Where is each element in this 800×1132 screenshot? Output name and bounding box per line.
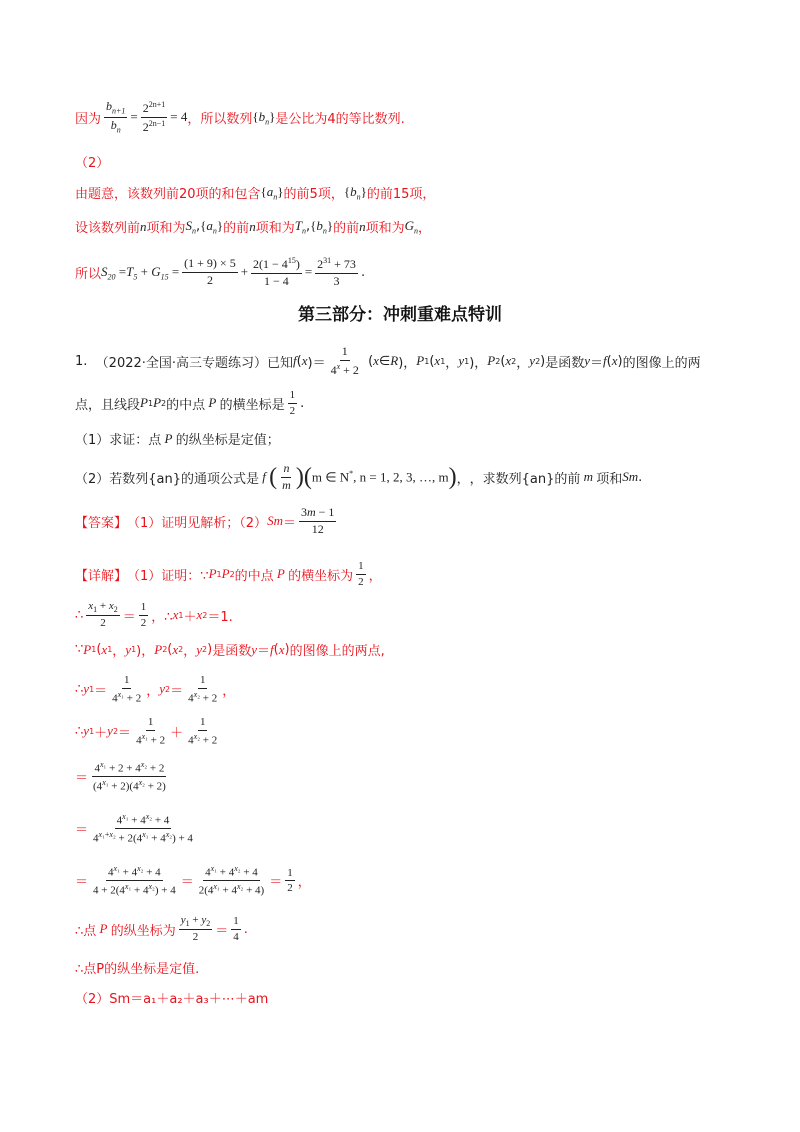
answer-line: 【答案】 （1）证明见解析；（2） Sm ＝ $\frac{3m - 1}{12}$	[75, 505, 335, 536]
ratio-fraction: $\frac{b_{n+1}}{b_n}$	[106, 99, 126, 135]
answer-label: 【答案】	[75, 515, 128, 531]
text: 的图像上的两	[622, 355, 701, 371]
text: 的纵坐标为	[110, 923, 176, 939]
text: ∴	[75, 723, 84, 739]
text: ∵	[75, 642, 84, 657]
text: ∴点P的纵坐标是定值.	[75, 962, 200, 977]
text: 由题意，该数列前20项的和包含	[75, 187, 261, 202]
text: （1）求证：点	[75, 433, 162, 448]
text: 点，且线段	[75, 397, 141, 413]
problem-number: 1.	[75, 353, 88, 369]
detail-line: ∴ y 1 ＝ $\frac{1}{4^{x_1} + 2}$ ， y 2 ＝ $\frac{1}{4^{x_2} + 2}$ ，	[75, 674, 236, 705]
text: 的中点	[234, 568, 274, 584]
question-2: （2）若数列{an}的通项公式是 f ( $\frac{n}{m}$ ) ( m ∈ N*, n = 1, 2, 3, …, m ) ， ，求数列{an}的前 m 项和 Sm .	[75, 461, 643, 492]
section-title: 第三部分：冲刺重难点特训	[298, 305, 502, 325]
detail-line: ∴点 P 的纵坐标为 $\frac{y_1 + y_2}{2}$ ＝ $\frac{1}{4}$ .	[75, 914, 248, 944]
text: 因为	[75, 111, 102, 127]
text: （1）证明：∵	[127, 568, 209, 584]
part2-label: （2）	[75, 156, 110, 171]
text: .	[638, 469, 643, 485]
text: 的横坐标是	[219, 397, 285, 413]
text: （2）若数列{an}的通项公式是	[75, 471, 260, 487]
detail-line: 【详解】 （1）证明：∵ P 1 P 2 的中点 P 的横坐标为 $\frac{1}{2}$ ，	[75, 560, 382, 588]
text: ∴点	[75, 923, 97, 939]
text: 的前15项，	[366, 187, 436, 202]
text: （2）Sm＝a₁＋a₂＋a₃＋⋯＋am	[75, 992, 269, 1007]
text: 的前	[223, 221, 250, 236]
solution-line: 设该数列前 n 项和为 $S_n$ , $\{a_n\}$ 的前 n 项和为 $T_n$ , $\{b_n\}$ 的前 n 项和为 $G_n$ ，	[75, 217, 432, 236]
text: Sm	[267, 513, 283, 529]
text: ，求数列{an}的前	[469, 471, 581, 487]
text: 是函数	[212, 644, 252, 659]
text: 的纵坐标是定值；	[175, 433, 280, 448]
text: ∴	[75, 607, 84, 623]
power-fraction: $\frac{2^{2n+1}}{2^{2n-1}}$	[142, 100, 166, 134]
text: 项和	[596, 471, 623, 487]
text: 所以	[75, 266, 102, 282]
text: 的横坐标为	[288, 568, 354, 584]
text: 是公比为4的等比数列.	[275, 111, 405, 127]
text: 的图像上的两点,	[289, 644, 385, 659]
text: ，所以数列	[187, 111, 253, 127]
text: （1）证明见解析；（2）	[127, 515, 268, 531]
solution-line: 由题意，该数列前20项的和包含 $\{a_n\}$ 的前5项， $\{b_n\}$ 的前15项，	[75, 183, 436, 202]
detail-label: 【详解】	[75, 568, 128, 584]
detail-line: ∴ $\frac{x_1 + x_2}{2}$ ＝ $\frac{1}{2}$ ，∴ x 1 ＋ x 2 ＝1.	[75, 600, 233, 630]
text: 项和为	[255, 221, 295, 236]
detail-line	[75, 988, 268, 1007]
detail-line: ∴ y 1 ＋ y 2 ＝ $\frac{1}{4^{x_1} + 2}$ ＋ $\frac{1}{4^{x_2} + 2}$	[75, 716, 218, 747]
sum-line: 所以 $S_{20}$ = $T_5$ + $G_{15}$ = $\frac{(1 + 9) \times 5}{2}$ + $\frac{2(1 - 4^{15})}{1 - 4}$ = $\frac{2^{31} + 73}{3}$ .	[75, 256, 366, 288]
text: 的前5项，	[283, 187, 344, 202]
question-1: （1）求证：点 P 的纵坐标是定值；	[75, 430, 280, 448]
ratio-line: 因为 $\frac{b_{n+1}}{b_n}$ = $\frac{2^{2n+1}}{2^{2n-1}}$ = 4 ，所以数列 $\{b_n\}$ 是公比为4的等比数列.	[75, 99, 405, 135]
part-label	[75, 152, 109, 171]
text: 项和为	[365, 221, 405, 236]
text: 的中点	[166, 397, 206, 413]
text: 项和为	[146, 221, 186, 236]
detail-line: ∵ P 1 ( x 1 ， y 1 )， P 2 ( x 2 ， y 2 ) 是函数 y ＝ f ( x ) 的图像上的两点,	[75, 641, 385, 659]
detail-line: ＝ $\frac{4^{x_1} + 4^{x_2} + 4}{4 + 2(4^{x_1} + 4^{x_2}) + 4}$ ＝ $\frac{4^{x_1} + 4^{x_2} + 4}{2(4^{x_1} + 4^{x_2} + 4)}$ ＝ $\frac{1}{2}$ ，	[75, 864, 311, 897]
detail-line: ＝ $\frac{4^{x_1} + 4^{x_2} + 4}{4^{x_1+x_2} + 2(4^{x_1} + 4^{x_2}) + 4}$	[75, 812, 193, 845]
text: 的前	[333, 221, 360, 236]
problem-line: 1. （2022·全国·高三专题练习）已知 f ( x )＝ $\frac{1}{4^x + 2}$ ( x ∈ R )， P 1 ( x 1 ， y 1 )， P 2 ( x 2 ， y 2 ) 是函数 y ＝ f ( x ) 的图像上的两	[75, 344, 701, 377]
text: ，∴	[151, 609, 173, 625]
text: 设该数列前	[75, 221, 141, 236]
detail-line	[75, 958, 199, 977]
text: 是函数	[545, 355, 585, 371]
problem-line: 点，且线段 P 1 P 2 的中点 P 的横坐标是 $\frac{1}{2}$ .	[75, 389, 305, 417]
text: ∴	[75, 681, 84, 697]
problem-source: （2022·全国·高三专题练习）已知	[95, 355, 294, 371]
detail-line: ＝ $\frac{4^{x_1} + 2 + 4^{x_2} + 2}{(4^{x_1} + 2)(4^{x_2} + 2)}$	[75, 760, 166, 793]
